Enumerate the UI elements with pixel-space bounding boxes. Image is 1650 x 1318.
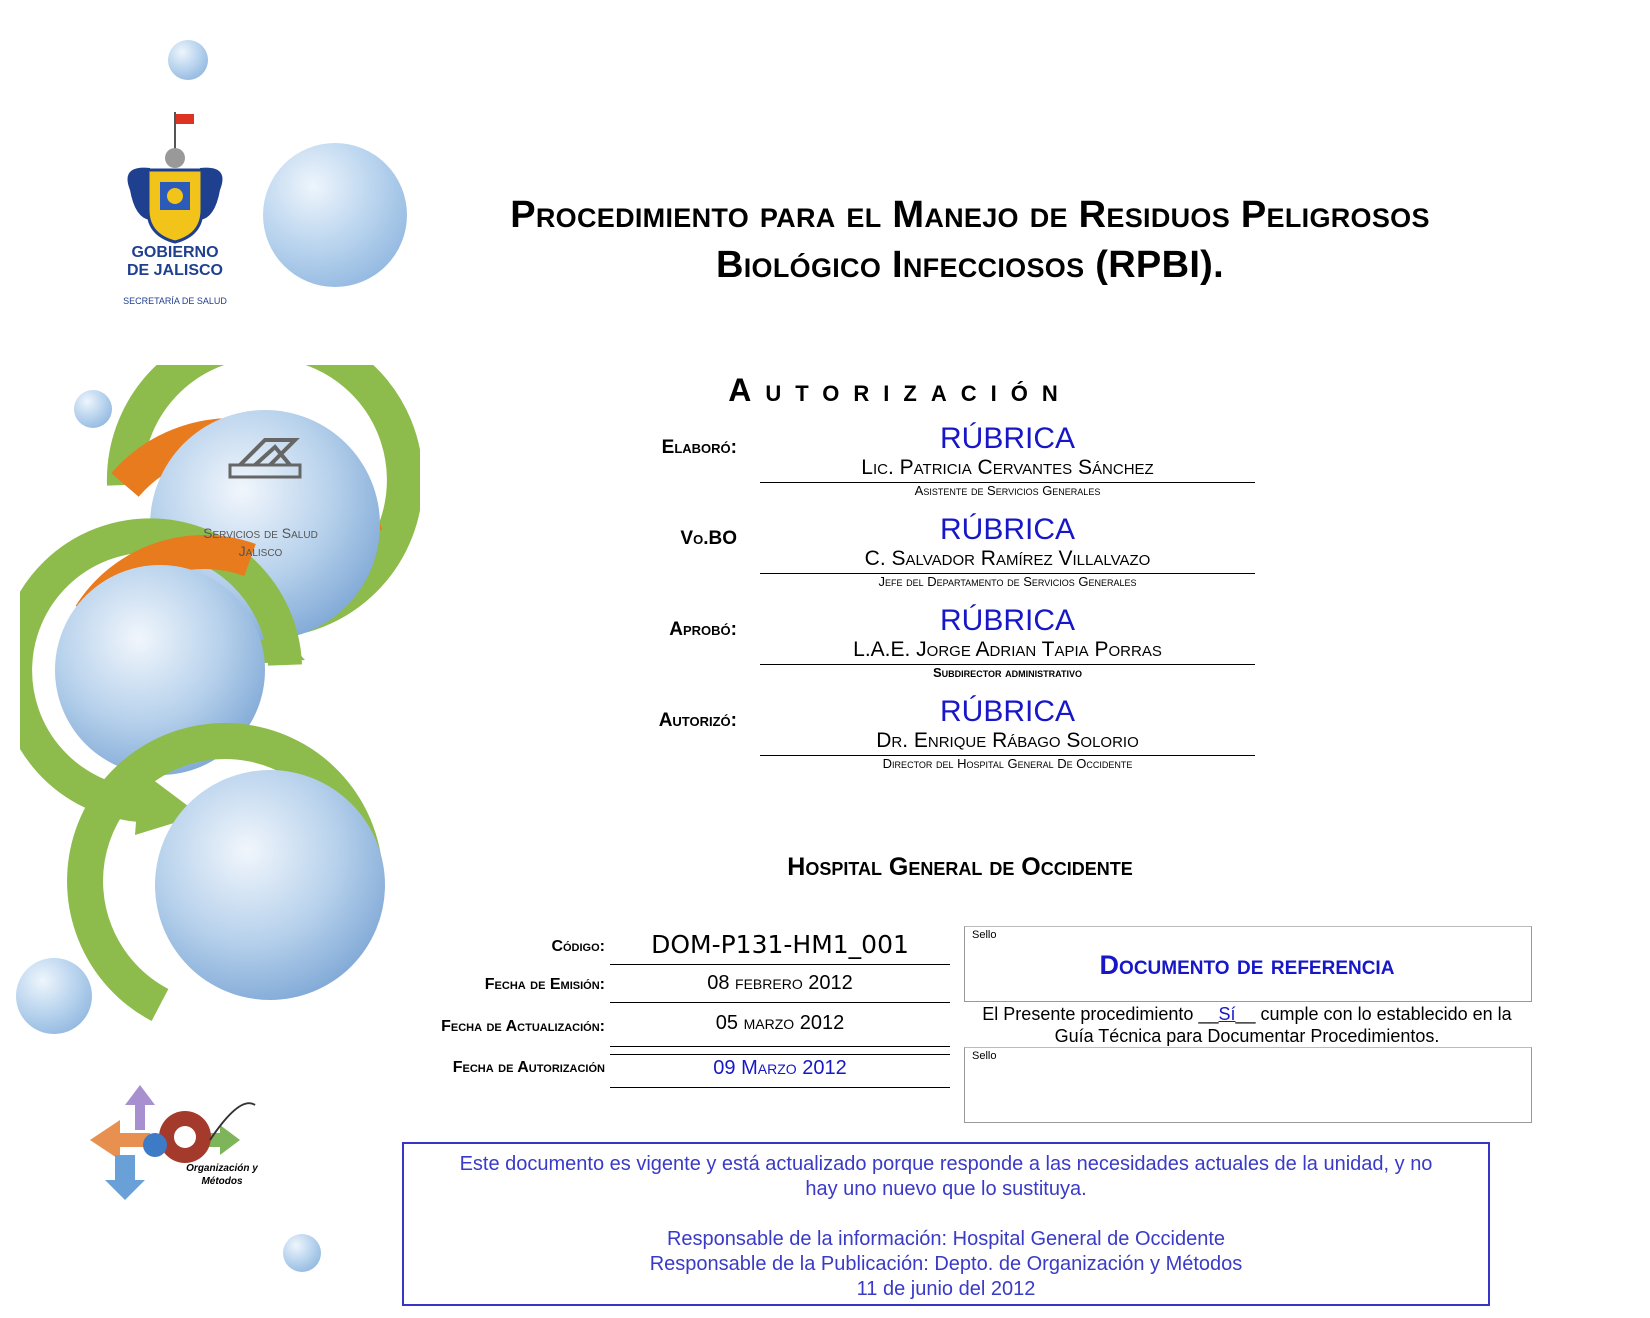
rubric: RÚBRICA: [939, 695, 1075, 728]
om-name-line2: Métodos: [201, 1176, 243, 1187]
signer-name: C. Salvador Ramírez Villalvazo: [760, 547, 1255, 574]
sig-label-vobo: Vo.BO: [680, 528, 737, 549]
document-reference: Documento de referencia: [1099, 950, 1395, 980]
title-line2: Biológico Infecciosos (RPBI).: [716, 244, 1224, 286]
authorization-heading: Autorización: [728, 372, 1072, 408]
signature-autorizo: [760, 695, 1255, 772]
meta-label-emision: Fecha de Emisión:: [484, 976, 605, 993]
compliance-text-post: cumple con lo establecido en la: [1260, 1004, 1512, 1024]
notice-line5: 11 de junio del 2012: [856, 1278, 1036, 1300]
hospital-name: Hospital General de Occidente: [787, 853, 1133, 881]
om-name-line1: Organización y: [186, 1163, 258, 1174]
title-line1: Procedimiento para el Manejo de Residuos Peligrosos: [510, 194, 1430, 236]
notice-line2: hay uno nuevo que lo sustituya.: [805, 1178, 1087, 1200]
signer-name: Lic. Patricia Cervantes Sánchez: [760, 456, 1255, 483]
ssj-name-line1: Servicios de Salud: [203, 525, 318, 541]
compliance-blank-right: __: [1235, 1004, 1256, 1024]
gov-name-line2: DE JALISCO: [126, 262, 223, 279]
notice-line4: Responsable de la Publicación: Depto. de Organización y Métodos: [649, 1253, 1243, 1275]
coat-of-arms-icon: [110, 110, 240, 245]
document-title: [400, 190, 1540, 290]
sig-label-aprobo: Aprobó:: [669, 619, 737, 640]
sig-label-autorizo: Autorizó:: [658, 710, 737, 731]
decor-bubble: [283, 1234, 321, 1272]
signature-elaboro: [760, 422, 1255, 499]
signer-position: Director del Hospital General De Occidente: [882, 756, 1133, 771]
decor-bubble: [263, 143, 407, 287]
signature-aprobo: [760, 604, 1255, 681]
meta-label-codigo: Código:: [551, 938, 605, 955]
ssj-name-line2: Jalisco: [238, 543, 283, 559]
rubric: RÚBRICA: [939, 513, 1075, 546]
meta-value-autorizacion: 09 Marzo 2012: [610, 1054, 950, 1088]
rubric: RÚBRICA: [939, 422, 1075, 455]
signer-name: Dr. Enrique Rábago Solorio: [760, 729, 1255, 756]
signer-position: Subdirector administrativo: [933, 665, 1082, 680]
jalisco-logo: [110, 110, 240, 310]
compliance-text-pre: El Presente procedimiento: [982, 1004, 1194, 1024]
notice-line3: Responsable de la información: Hospital General de Occidente: [666, 1228, 1226, 1250]
signer-position: Jefe del Departamento de Servicios Generales: [878, 574, 1137, 589]
rubric: RÚBRICA: [939, 604, 1075, 637]
meta-label-autorizacion: Fecha de Autorización: [452, 1059, 605, 1076]
meta-value-codigo: DOM-P131-HM1_001: [610, 930, 950, 965]
compliance-blank-left: __: [1198, 1004, 1219, 1024]
compliance-statement: [964, 1003, 1530, 1047]
sig-label-elaboro: Elaboró:: [661, 437, 737, 458]
circular-arrows-graphic: [20, 365, 420, 1030]
gov-name-line1: GOBIERNO: [131, 244, 219, 261]
secretaria-label: SECRETARÍA DE SALUD: [123, 296, 227, 306]
stamp-label-top: Sello: [972, 929, 997, 941]
meta-label-actualizacion: Fecha de Actualización:: [441, 1018, 605, 1035]
signer-position: Asistente de Servicios Generales: [914, 483, 1101, 498]
stamp-box-bottom: [964, 1047, 1532, 1123]
signer-name: L.A.E. Jorge Adrian Tapia Porras: [760, 638, 1255, 665]
compliance-text-line2: Guía Técnica para Documentar Procedimientos.: [1054, 1026, 1440, 1046]
decor-bubble: [168, 40, 208, 80]
meta-value-actualizacion: 05 marzo 2012: [610, 1012, 950, 1047]
notice-line1: Este documento es vigente y está actualizado porque responde a las necesidades actuales de la unidad, y no: [459, 1153, 1433, 1175]
compliance-value: Sí: [1218, 1004, 1236, 1024]
signature-vobo: [760, 513, 1255, 590]
meta-value-emision: 08 febrero 2012: [610, 972, 950, 1003]
stamp-label-bottom: Sello: [972, 1050, 997, 1062]
validity-notice: [402, 1142, 1490, 1306]
